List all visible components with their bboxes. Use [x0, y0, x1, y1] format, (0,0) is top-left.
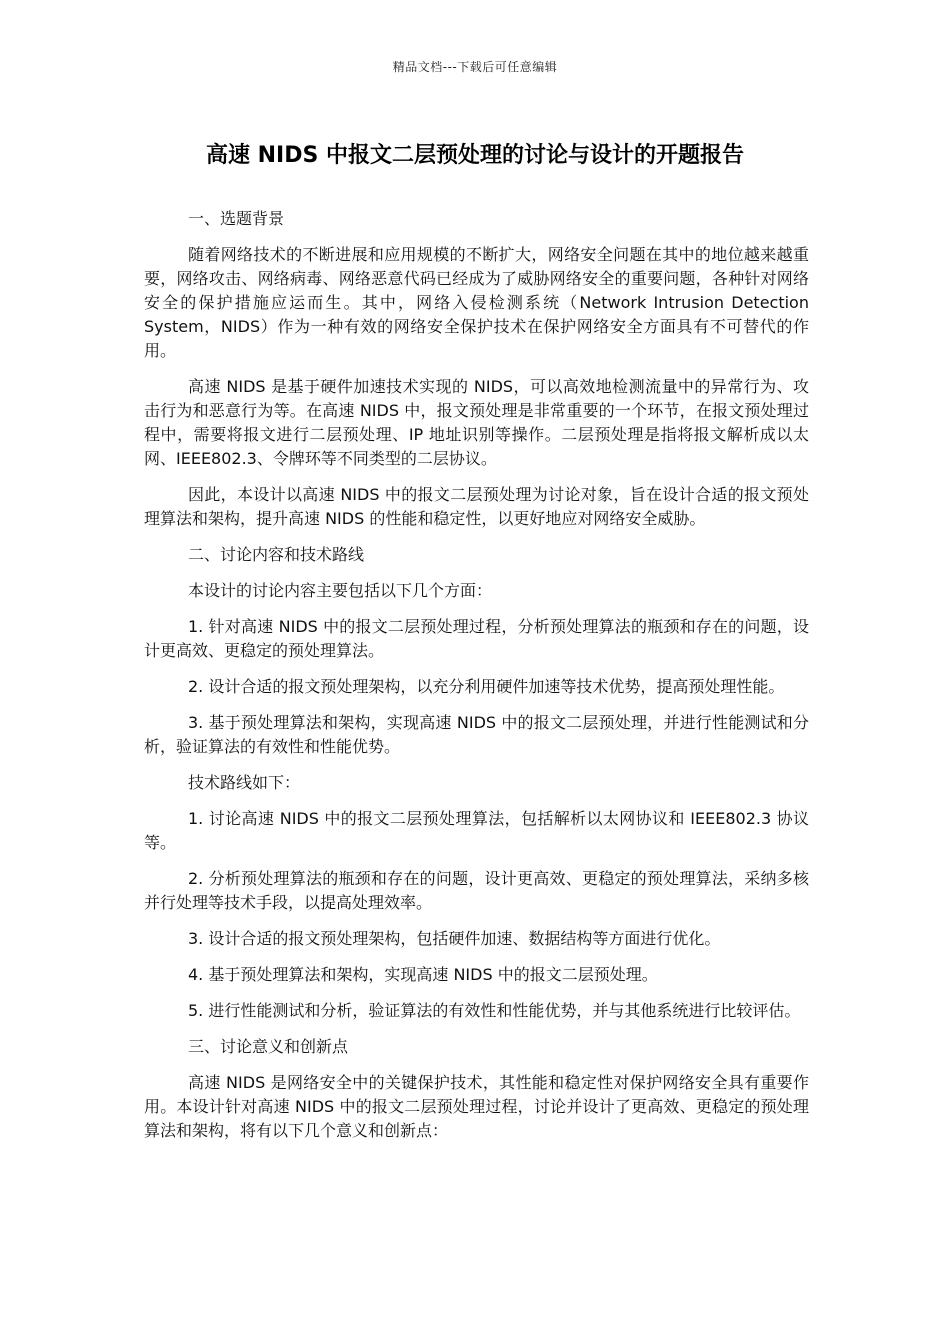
list-item: 3. 基于预处理算法和架构，实现高速 NIDS 中的报文二层预处理，并进行性能测试和分析，验证算法的有效性和性能优势。 — [144, 713, 809, 756]
list-item: 1. 针对高速 NIDS 中的报文二层预处理过程，分析预处理算法的瓶颈和存在的问题，设计更高效、更稳定的预处理算法。 — [144, 617, 809, 660]
document-body — [144, 207, 809, 1155]
list-item: 5. 进行性能测试和分析，验证算法的有效性和性能优势，并与其他系统进行比较评估。 — [188, 1001, 801, 1020]
paragraph: 因此，本设计以高速 NIDS 中的报文二层预处理为讨论对象，旨在设计合适的报文预处理算法和架构，提升高速 NIDS 的性能和稳定性，以更好地应对网络安全威胁。 — [144, 485, 809, 528]
list-item: 2. 设计合适的报文预处理架构，以充分利用硬件加速等技术优势，提高预处理性能。 — [188, 677, 785, 696]
paragraph: 高速 NIDS 是网络安全中的关键保护技术，其性能和稳定性对保护网络安全具有重要作用。本设计针对高速 NIDS 中的报文二层预处理过程，讨论并设计了更高效、更稳定的预处理算法和架构，将有以下几个意义和创新点： — [144, 1073, 809, 1140]
list-item: 3. 设计合适的报文预处理架构，包括硬件加速、数据结构等方面进行优化。 — [188, 929, 721, 948]
paragraph: 高速 NIDS 是基于硬件加速技术实现的 NIDS，可以高效地检测流量中的异常行为、攻击行为和恶意行为等。在高速 NIDS 中，报文预处理是非常重要的一个环节，在报文预处理过程中，需要将报文进行二层预处理、IP 地址识别等操作。二层预处理是指将报文解析成以太网、IEEE802.3、令牌环等不同类型的二层协议。 — [144, 377, 809, 468]
paragraph: 本设计的讨论内容主要包括以下几个方面： — [188, 581, 493, 600]
list-item: 4. 基于预处理算法和架构，实现高速 NIDS 中的报文二层预处理。 — [188, 965, 658, 984]
list-item: 2. 分析预处理算法的瓶颈和存在的问题，设计更高效、更稳定的预处理算法，采纳多核并行处理等技术手段，以提高处理效率。 — [144, 869, 809, 912]
paragraph: 随着网络技术的不断进展和应用规模的不断扩大，网络安全问题在其中的地位越来越重要，网络攻击、网络病毒、网络恶意代码已经成为了威胁网络安全的重要问题，各种针对网络安全的保护措施应运而生。其中，网络入侵检测系统（Network Intrusion Detection System，NIDS）作为一种有效的网络安全保护技术在保护网络安全方面具有不可替代的作用。 — [144, 245, 809, 360]
list-item: 1. 讨论高速 NIDS 中的报文二层预处理算法，包括解析以太网协议和 IEEE802.3 协议等。 — [144, 809, 809, 852]
section-heading-content: 二、讨论内容和技术路线 — [188, 545, 365, 564]
section-heading-significance: 三、讨论意义和创新点 — [188, 1037, 349, 1056]
section-heading-background: 一、选题背景 — [188, 209, 285, 228]
document-title: 高速 NIDS 中报文二层预处理的讨论与设计的开题报告 — [205, 143, 745, 168]
paragraph: 技术路线如下： — [188, 773, 301, 792]
header-note: 精品文档---下载后可任意编辑 — [392, 60, 558, 74]
